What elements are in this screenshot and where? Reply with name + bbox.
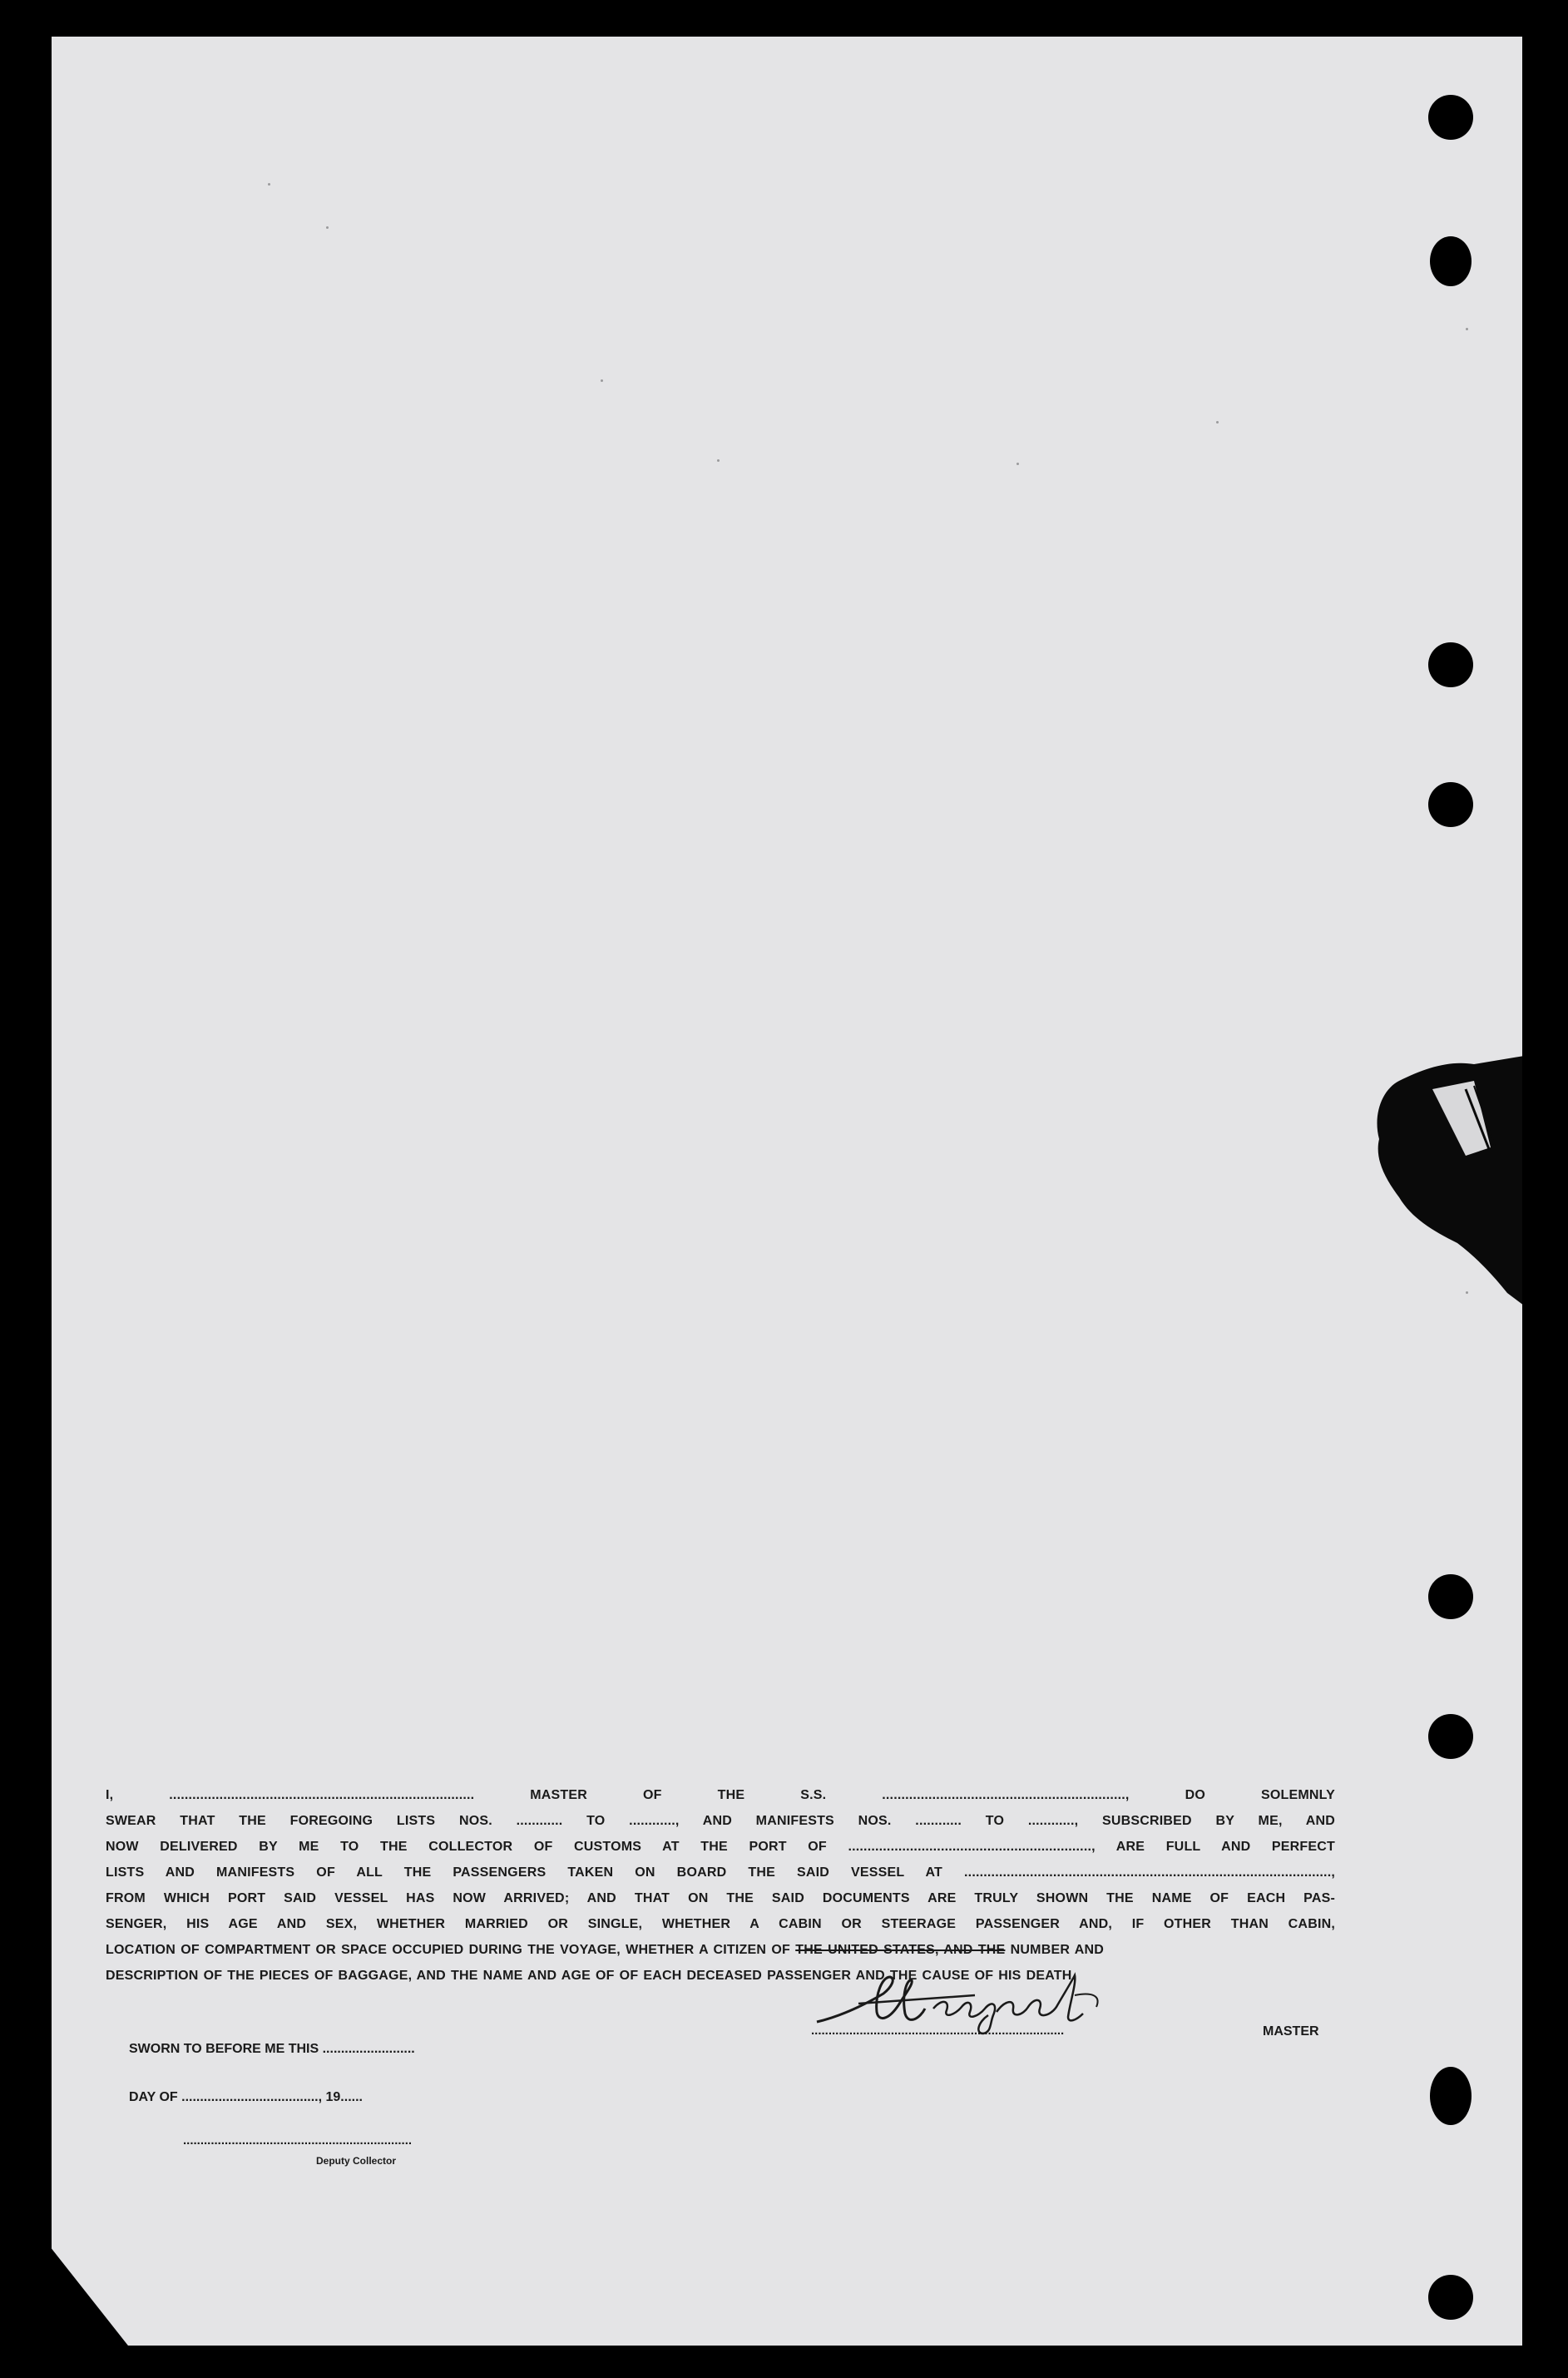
binder-hole-7 [1430, 2067, 1472, 2125]
bleed-speck [1016, 463, 1019, 465]
binder-hole-2 [1430, 236, 1472, 286]
oath-line-7 [106, 1937, 1335, 1963]
masters-oath [106, 1782, 1335, 1989]
master-label: MASTER [1263, 2024, 1319, 2039]
binder-hole-6 [1428, 1714, 1473, 1759]
manifest-page [52, 37, 1522, 2346]
binder-hole-5 [1428, 1574, 1473, 1619]
master-signature-dots: ......................................................................... [811, 2024, 1065, 2038]
torn-edge-damage [1349, 1056, 1524, 1322]
sworn-before-line: SWORN TO BEFORE ME THIS ......................... [129, 2042, 415, 2056]
bleed-speck [1216, 421, 1219, 424]
oath-line-3: NOW DELIVERED BY ME TO THE COLLECTOR OF CUSTOMS AT THE PORT OF ..............................................................., ARE FULL AND PERFECT [106, 1840, 1335, 1854]
sworn-date-line: DAY OF ....................................., 19...... [129, 2090, 363, 2104]
oath-line-6: SENGER, HIS AGE AND SEX, WHETHER MARRIED OR SINGLE, WHETHER A CABIN OR STEERAGE PASSENGER AND, IF OTHER THAN CABIN, [106, 1917, 1335, 1931]
oath-line-4: LISTS AND MANIFESTS OF ALL THE PASSENGERS TAKEN ON BOARD THE SAID VESSEL AT ..............................................................................................., [106, 1865, 1335, 1880]
binder-hole-4 [1428, 782, 1473, 827]
deputy-signature-line: .................................................................. [183, 2133, 413, 2148]
oath-line-2: SWEAR THAT THE FOREGOING LISTS NOS. ............ TO ............, AND MANIFESTS NOS. ............ TO ............, SUBSCRIBED BY ME, AND [106, 1814, 1335, 1828]
binder-hole-1 [1428, 95, 1473, 140]
struck-citizen-text: THE UNITED STATES, AND THE [795, 1943, 1006, 1957]
deputy-collector-label: Deputy Collector [316, 2155, 397, 2167]
binder-hole-3 [1428, 642, 1473, 687]
bleed-speck [326, 226, 329, 229]
bleed-speck [268, 183, 270, 186]
master-signature [809, 1970, 1258, 2037]
bleed-speck [1466, 1291, 1468, 1294]
oath-line-7-end: NUMBER AND [1005, 1943, 1105, 1957]
oath-line-7-start: LOCATION OF COMPARTMENT OR SPACE OCCUPIED DURING THE VOYAGE, WHETHER A CITIZEN OF [106, 1943, 796, 1957]
bleed-speck [1466, 328, 1468, 330]
oath-line-1: I, ............................................................................... MASTER OF THE S.S. ..............................................................., DO SOLEMNLY [106, 1788, 1335, 1802]
bleed-speck [717, 459, 720, 462]
oath-line-8: DESCRIPTION OF THE PIECES OF BAGGAGE, AND THE NAME AND AGE OF OF EACH DECEASED PASSENGER AND THE CAUSE OF HIS DEATH. [106, 1969, 1076, 1983]
oath-line-5: FROM WHICH PORT SAID VESSEL HAS NOW ARRIVED; AND THAT ON THE SAID DOCUMENTS ARE TRULY SHOWN THE NAME OF EACH PAS- [106, 1891, 1335, 1905]
bleed-speck [601, 379, 603, 382]
binder-hole-8 [1428, 2275, 1473, 2320]
